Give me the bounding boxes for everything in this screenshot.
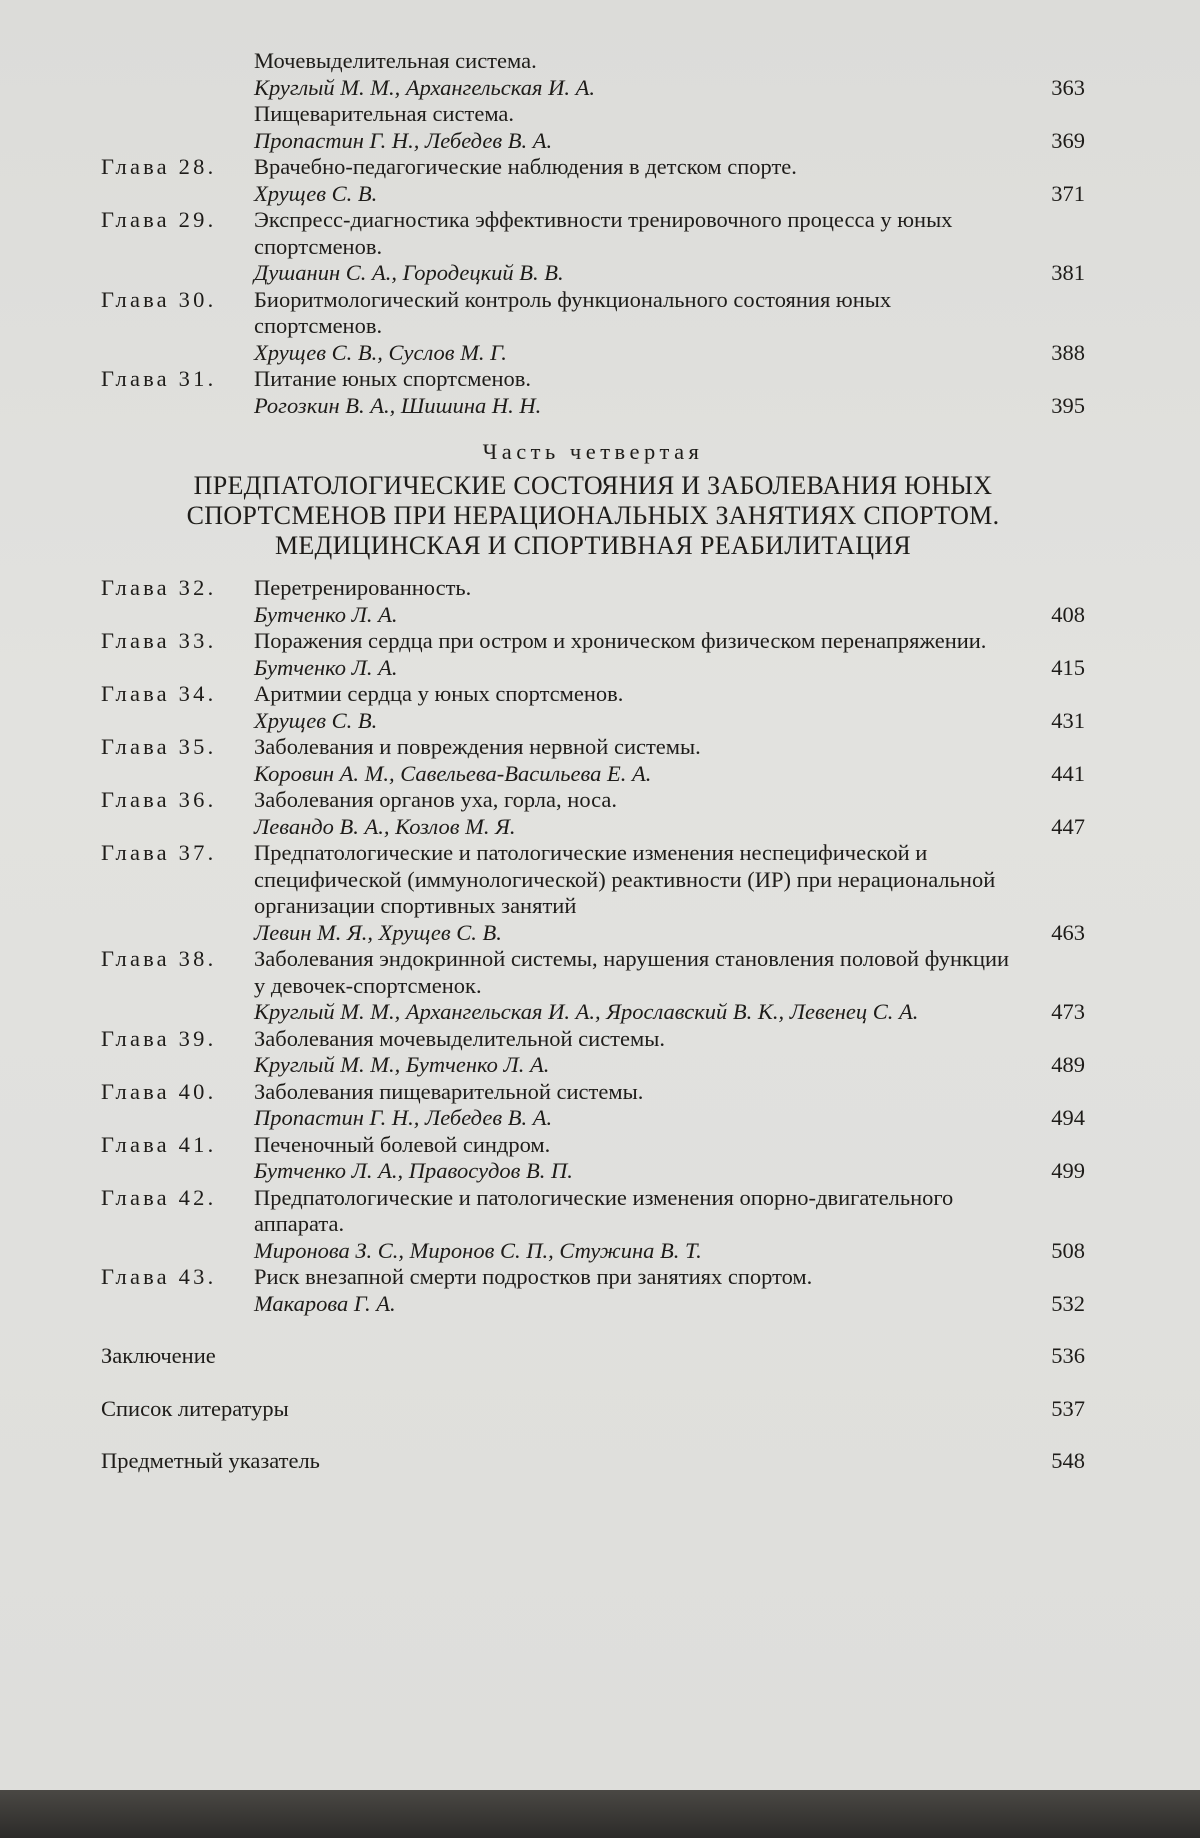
toc-entry: [101, 628, 1085, 681]
chapter-number: Глава 40.: [101, 1078, 217, 1104]
toc-misc-entry: [101, 1396, 1085, 1423]
chapter-number: [101, 101, 254, 154]
chapter-authors: Бутченко Л. А.: [254, 654, 398, 680]
page-number: 415: [1051, 654, 1085, 680]
chapter-title: Предпатологические и патологические изменения опорно-двигательного аппарата.: [254, 1184, 954, 1236]
chapter-title: Заболевания и повреждения нервной системы.: [254, 734, 701, 759]
chapter-authors: Душанин С. А., Городецкий В. В.: [254, 260, 564, 285]
toc-entry: [101, 154, 1085, 207]
misc-title: Заключение: [101, 1343, 216, 1368]
page-number: 536: [1051, 1343, 1085, 1368]
toc-entry: [101, 681, 1085, 734]
page-number: 508: [1051, 1237, 1085, 1263]
page-number: 463: [1051, 919, 1085, 945]
page-number: 431: [1051, 707, 1085, 733]
chapter-authors: Левандо В. А., Козлов М. Я.: [254, 813, 516, 839]
chapter-authors: Коровин А. М., Савельева-Васильева Е. А.: [254, 760, 652, 786]
chapter-authors: Миронова З. С., Миронов С. П., Стужина В. Т.: [254, 1237, 702, 1263]
page-number: 537: [1051, 1395, 1085, 1421]
chapter-number: Глава 31.: [101, 366, 217, 391]
toc-entry: [101, 1185, 1085, 1265]
page-number: 548: [1051, 1448, 1085, 1473]
toc-misc-entry: [101, 1343, 1085, 1370]
page-number: 395: [1051, 392, 1085, 418]
chapter-authors: Левин М. Я., Хрущев С. В.: [254, 919, 502, 945]
toc-entry: [101, 946, 1085, 1026]
chapter-title: Печеночный болевой синдром.: [254, 1131, 551, 1157]
page-number: 441: [1051, 760, 1085, 786]
chapter-title: Перетренированность.: [254, 575, 472, 600]
page-number: 363: [1051, 74, 1085, 100]
chapter-title: Биоритмологический контроль функционального состояния юных спортсменов.: [254, 286, 892, 338]
chapter-authors: Хрущев С. В.: [254, 707, 378, 733]
chapter-authors: Хрущев С. В., Суслов М. Г.: [254, 339, 507, 365]
chapter-number: Глава 34.: [101, 681, 217, 706]
toc-entry: [101, 366, 1085, 419]
chapter-authors: Хрущев С. В.: [254, 180, 378, 206]
page-number: 473: [1051, 999, 1085, 1024]
chapter-title: Заболевания мочевыделительной системы.: [254, 1025, 665, 1051]
chapter-number: Глава 35.: [101, 734, 217, 759]
toc-entry: [101, 1264, 1085, 1317]
page-number: 494: [1051, 1105, 1085, 1130]
page-number: 447: [1051, 813, 1085, 839]
chapter-authors: Круглый М. М., Архангельская И. А., Ярославский В. К., Левенец С. А.: [254, 999, 919, 1024]
toc-entry: [101, 1132, 1085, 1185]
toc-entry: [101, 840, 1085, 946]
chapter-number: Глава 38.: [101, 946, 217, 971]
chapter-title: Заболевания эндокринной системы, нарушения становления половой функции у девочек-спортсменок.: [254, 946, 1010, 998]
chapter-authors: Пропастин Г. Н., Лебедев В. А.: [254, 127, 553, 153]
chapter-title: Аритмии сердца у юных спортсменов.: [254, 681, 624, 706]
toc-entry: [101, 1026, 1085, 1079]
chapter-number: Глава 41.: [101, 1131, 217, 1157]
chapter-title: Пищеварительная система.: [254, 101, 515, 126]
toc-entry: [101, 101, 1085, 154]
chapter-number: Глава 36.: [101, 787, 217, 812]
chapter-number: Глава 42.: [101, 1184, 217, 1210]
misc-title: Предметный указатель: [101, 1448, 320, 1473]
chapter-authors: Круглый М. М., Бутченко Л. А.: [254, 1052, 550, 1077]
chapter-number: [101, 48, 254, 101]
chapter-title: Заболевания органов уха, горла, носа.: [254, 787, 617, 812]
chapter-authors: Бутченко Л. А., Правосудов В. П.: [254, 1158, 573, 1183]
chapter-authors: Пропастин Г. Н., Лебедев В. А.: [254, 1105, 553, 1130]
page-number: 532: [1051, 1290, 1085, 1316]
toc-entry: [101, 787, 1085, 840]
part-label: Часть четвертая: [482, 439, 704, 464]
page-number: 381: [1051, 260, 1085, 285]
chapter-number: Глава 39.: [101, 1025, 217, 1051]
chapter-number: Глава 32.: [101, 575, 217, 600]
misc-title: Список литературы: [101, 1395, 289, 1421]
scan-edge: [0, 1790, 1200, 1838]
chapter-title: Риск внезапной смерти подростков при занятиях спортом.: [254, 1264, 813, 1289]
part-title: ПРЕДПАТОЛОГИЧЕСКИЕ СОСТОЯНИЯ И ЗАБОЛЕВАНИЯ ЮНЫХ СПОРТСМЕНОВ ПРИ НЕРАЦИОНАЛЬНЫХ ЗАНЯТИЯХ СПОРТОМ. МЕДИЦИНСКАЯ И СПОРТИВНАЯ РЕАБИЛИТАЦИЯ: [186, 471, 1000, 560]
chapter-authors: Бутченко Л. А.: [254, 601, 398, 627]
page-number: 369: [1051, 127, 1085, 153]
chapter-title: Врачебно-педагогические наблюдения в детском спорте.: [254, 154, 797, 179]
chapter-title: Мочевыделительная система.: [254, 48, 537, 73]
chapter-number: Глава 28.: [101, 154, 217, 179]
chapter-number: Глава 37.: [101, 840, 217, 865]
page-number: 499: [1051, 1158, 1085, 1183]
toc-entry: [101, 207, 1085, 287]
chapter-authors: Макарова Г. А.: [254, 1290, 396, 1316]
toc-entry: [101, 1079, 1085, 1132]
page-number: 371: [1051, 180, 1085, 206]
page-number: 408: [1051, 601, 1085, 627]
toc-entry: [101, 48, 1085, 101]
toc-misc-entry: [101, 1448, 1085, 1475]
table-of-contents: [101, 48, 1085, 1475]
toc-entry: [101, 287, 1085, 367]
page-number: 489: [1051, 1052, 1085, 1077]
toc-entry: [101, 734, 1085, 787]
chapter-title: Питание юных спортсменов.: [254, 366, 532, 391]
chapter-number: Глава 33.: [101, 628, 217, 653]
chapter-title: Предпатологические и патологические изменения неспецифической и специфической (иммунологической) реактивности (ИР) при нерациональной организации спортивных занятий: [254, 840, 996, 918]
chapter-number: Глава 43.: [101, 1264, 217, 1289]
chapter-number: Глава 29.: [101, 207, 217, 232]
chapter-number: Глава 30.: [101, 286, 217, 312]
chapter-title: Поражения сердца при остром и хроническом физическом перенапряжении.: [254, 628, 987, 653]
chapter-authors: Рогозкин В. А., Шишина Н. Н.: [254, 392, 542, 418]
chapter-title: Экспресс-диагностика эффективности тренировочного процесса у юных спортсменов.: [254, 207, 953, 259]
toc-entry: [101, 575, 1085, 628]
page-number: 388: [1051, 339, 1085, 365]
chapter-title: Заболевания пищеварительной системы.: [254, 1078, 644, 1104]
chapter-authors: Круглый М. М., Архангельская И. А.: [254, 74, 595, 100]
